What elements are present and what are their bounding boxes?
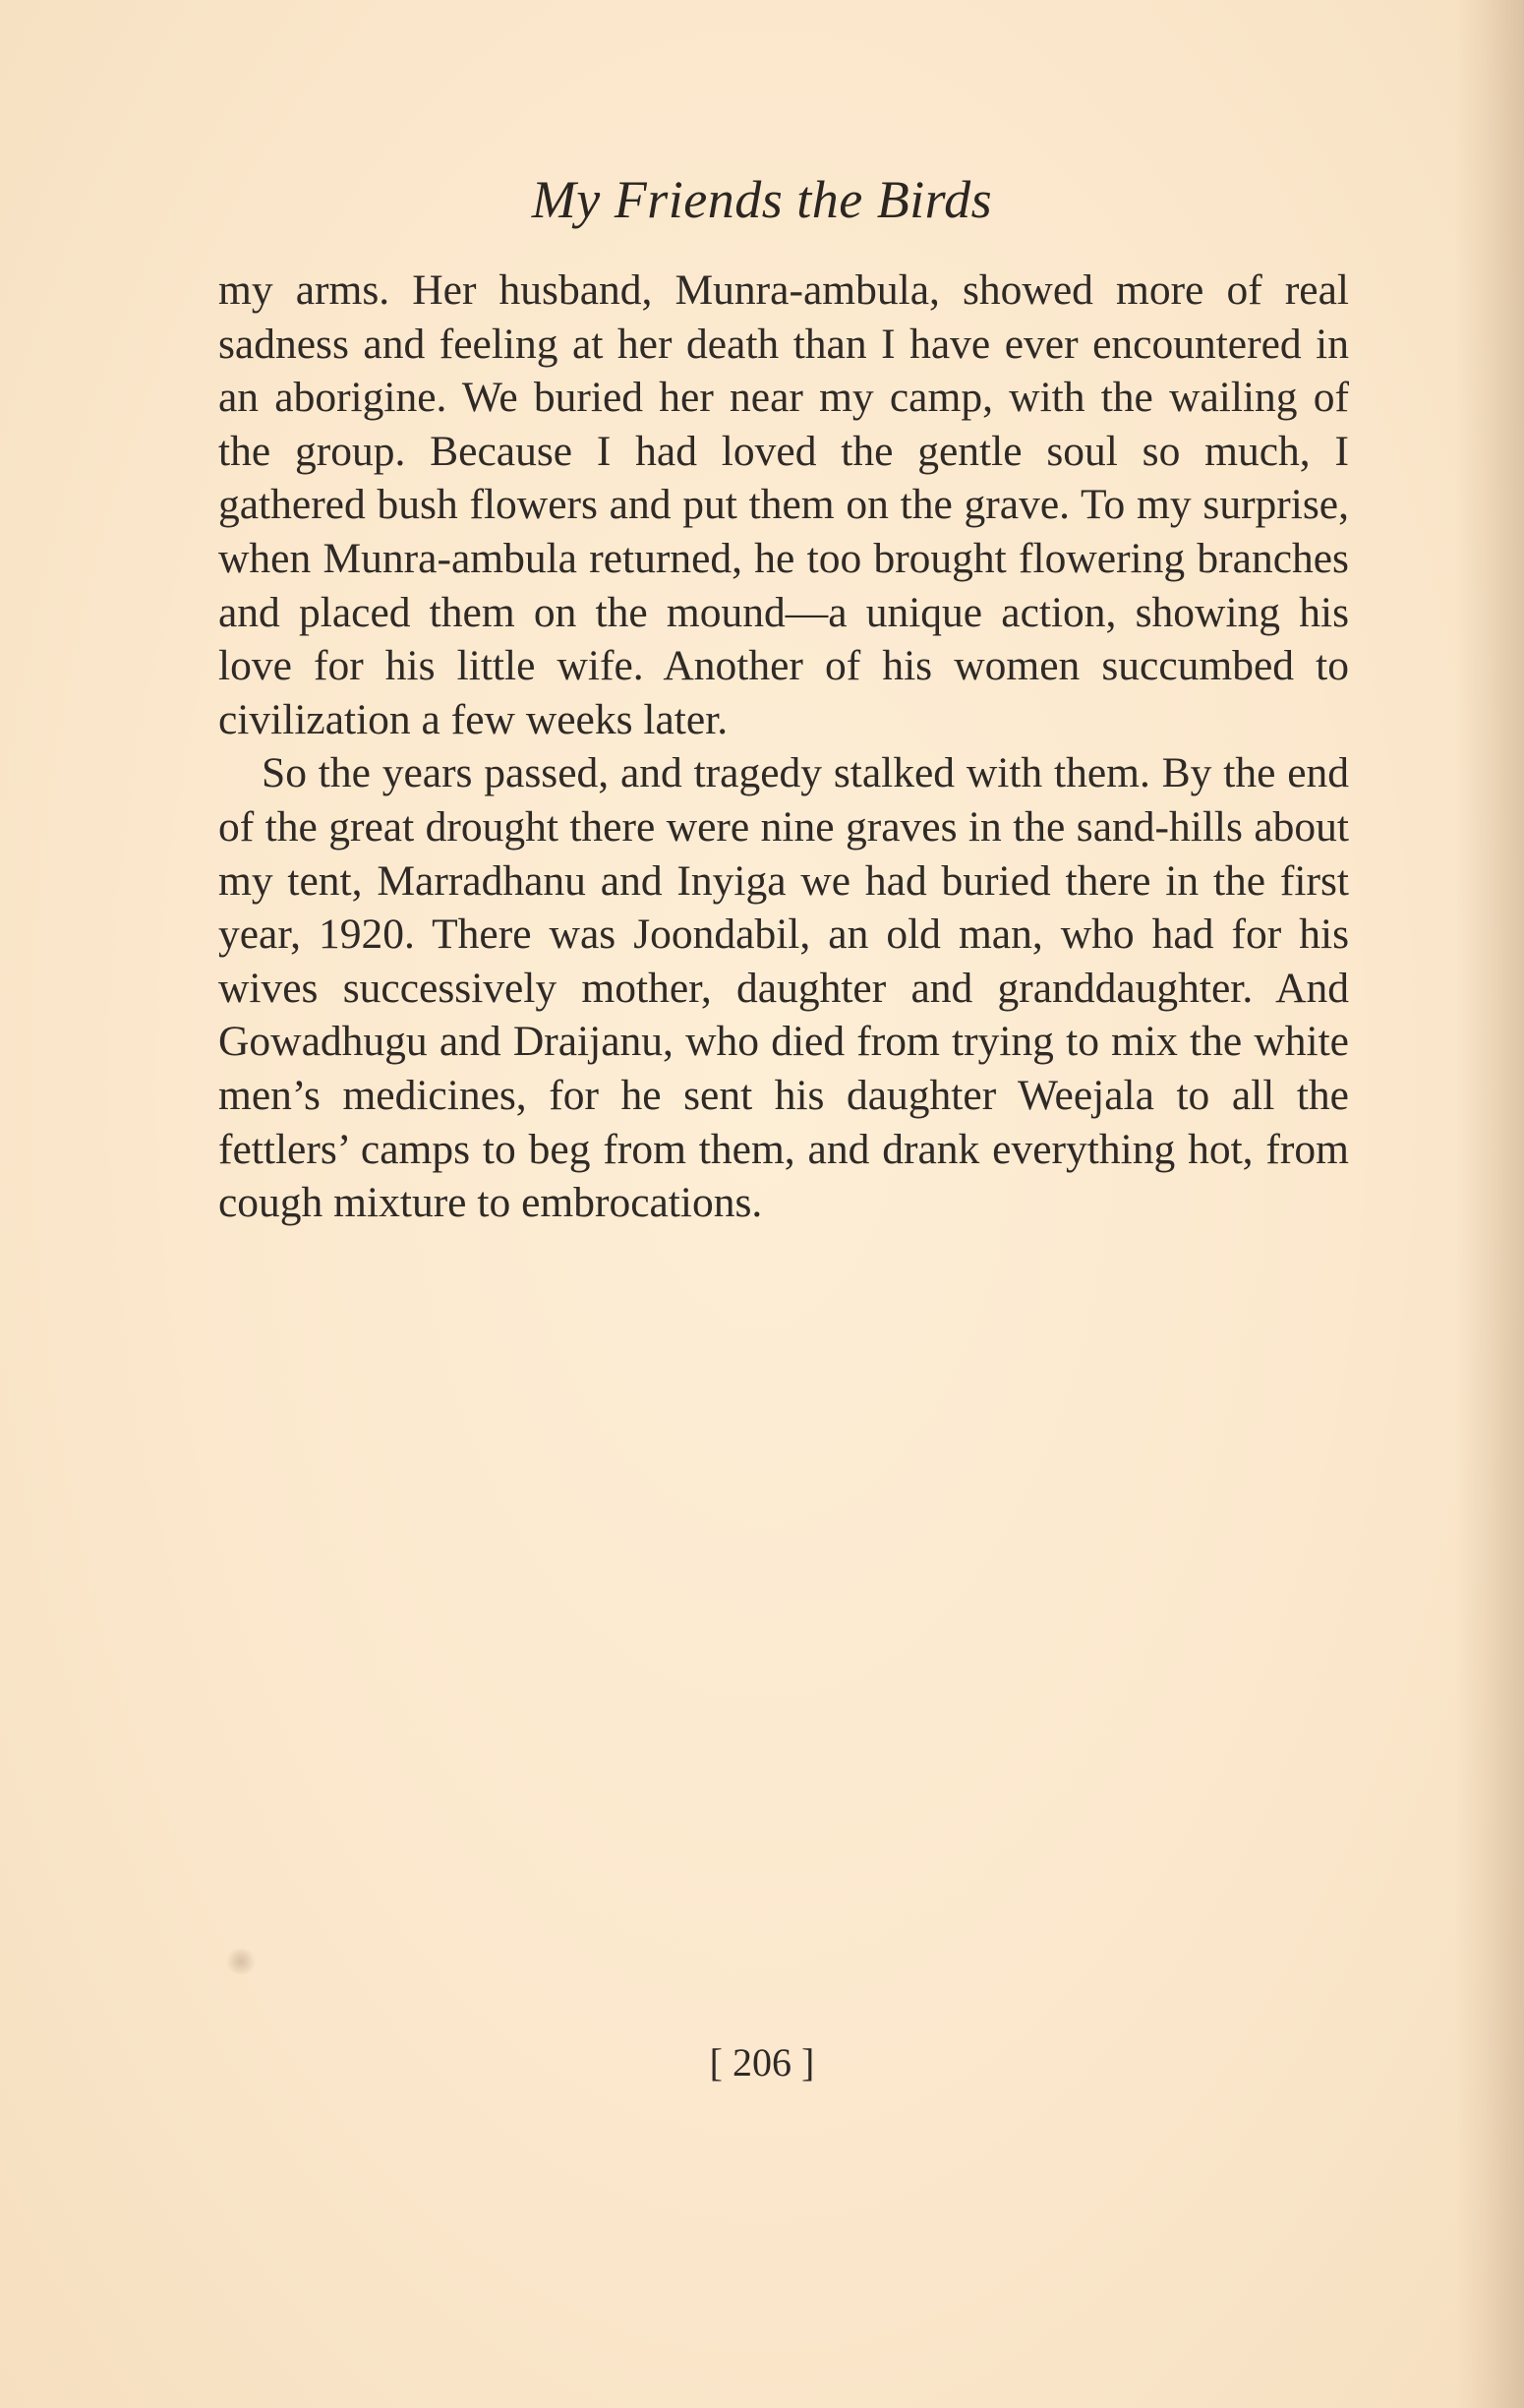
running-head: My Friends the Birds [531,170,993,229]
page-number: [ 206 ] [709,2040,815,2085]
body-text [218,264,1349,1230]
paragraph: So the years passed, and tragedy stalked with them. By the end of the great drought there were nine graves in the sand-hills about my tent, Marradhanu and Inyiga we had buried there in the first year, 1920. There was Joondabil, an old man, who had for his wives successively mother, daughter and granddaughter. And Gowadhugu and Draijanu, who died from trying to mix the white men’s medicines, for he sent his daughter Weejala to all the fettlers’ camps to beg from them, and drank everything hot, from cough mixture to embrocations. [218,749,1349,1227]
paragraph: my arms. Her husband, Munra-ambula, showed more of real sadness and feeling at her death than I have ever encountered in an aborigine. We buried her near my camp, with the wailing of the group. Because I had loved the gentle soul so much, I gathered bush flowers and put them on the grave. To my surprise, when Munra-ambula returned, he too brought flowering branches and placed them on the mound—a unique action, showing his love for his little wife. Another of his women succumbed to civilization a few weeks later. [218,266,1349,743]
paper-stain [224,1949,258,1974]
